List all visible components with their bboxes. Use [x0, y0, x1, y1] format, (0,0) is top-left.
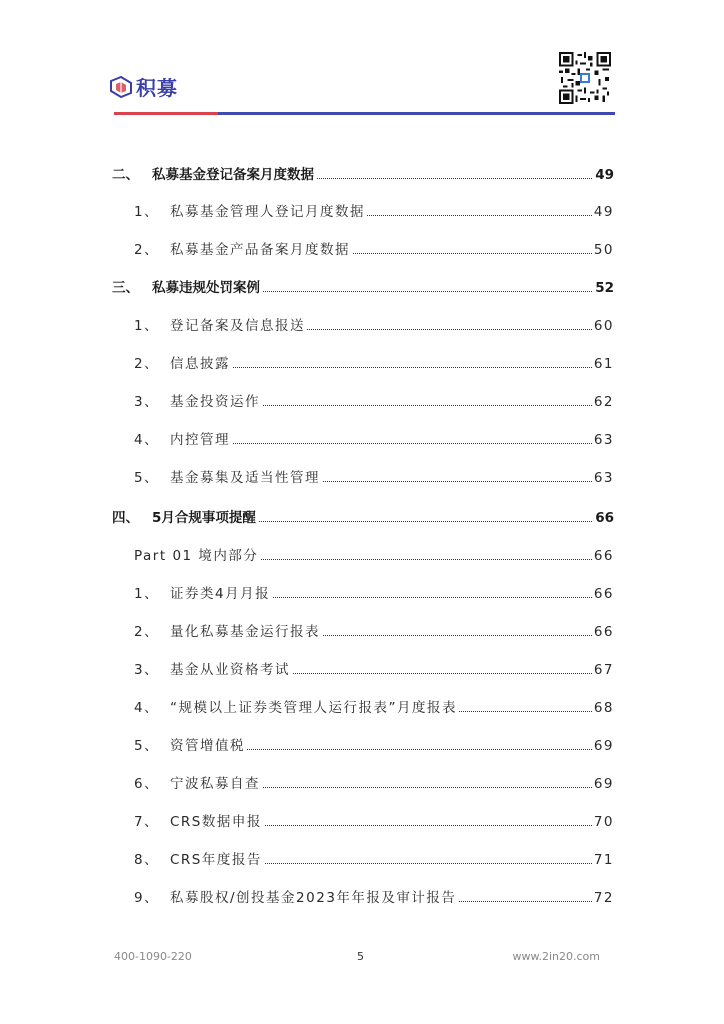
toc-entry-number: 1、 [134, 204, 160, 220]
header-rule-blue [218, 112, 615, 115]
toc-leader-dots [170, 443, 612, 444]
header-rule-red [114, 112, 218, 115]
toc-entry-page: 52 [595, 280, 614, 296]
toc-entry-title: 私募基金管理人登记月度数据 [170, 200, 367, 220]
toc-entry[interactable] [0, 390, 724, 414]
toc-entry[interactable] [0, 658, 724, 682]
toc-entry[interactable] [0, 200, 724, 224]
toc-entry-page: 68 [593, 700, 614, 716]
toc-entry-page: 66 [593, 548, 614, 564]
toc-entry-title: Part 01 境内部分 [134, 544, 260, 564]
toc-entry-number: 5、 [134, 470, 160, 486]
footer-phone: 400-1090-220 [114, 950, 192, 963]
toc-leader-dots [170, 367, 612, 368]
toc-entry-page: 67 [593, 662, 614, 678]
toc-entry[interactable] [0, 238, 724, 262]
toc-entry[interactable] [0, 620, 724, 644]
toc-entry-title: 私募股权/创投基金2023年年报及审计报告 [170, 886, 458, 906]
toc-entry-page: 63 [593, 470, 614, 486]
toc-entry[interactable] [0, 314, 724, 338]
toc-entry-number: 8、 [134, 852, 160, 868]
toc-entry-title: 宁波私募自查 [170, 772, 262, 792]
toc-entry-number: 7、 [134, 814, 160, 830]
toc-entry-number: 5、 [134, 738, 160, 754]
toc-entry-title: CRS年度报告 [170, 848, 264, 868]
toc-entry-page: 66 [595, 510, 614, 526]
toc-entry[interactable] [0, 848, 724, 872]
toc-entry-page: 70 [593, 814, 614, 830]
toc-entry-number: 四、 [112, 510, 139, 526]
toc-entry[interactable] [0, 696, 724, 720]
toc-entry-title: 5月合规事项提醒 [152, 506, 258, 526]
footer-page-number: 5 [357, 950, 364, 963]
toc-entry-number: 4、 [134, 432, 160, 448]
toc-entry-number: 6、 [134, 776, 160, 792]
footer-website: www.2in20.com [512, 950, 600, 963]
toc-entry-title: 内控管理 [170, 428, 232, 448]
toc-entry-title: “规模以上证券类管理人运行报表”月度报表 [170, 696, 459, 716]
toc-entry-number: 2、 [134, 356, 160, 372]
toc-entry-page: 50 [593, 242, 614, 258]
toc-entry-page: 71 [593, 852, 614, 868]
toc-entry-title: 登记备案及信息报送 [170, 314, 307, 334]
toc-entry[interactable] [0, 428, 724, 452]
toc-entry[interactable] [0, 352, 724, 376]
toc-entry-page: 69 [593, 738, 614, 754]
toc-entry[interactable] [0, 163, 724, 187]
toc-entry-number: 三、 [112, 280, 139, 296]
toc-entry-title: 基金募集及适当性管理 [170, 466, 322, 486]
toc-entry-number: 4、 [134, 700, 160, 716]
qr-code-icon [559, 52, 611, 104]
toc-entry-title: 证券类4月月报 [170, 582, 272, 602]
toc-entry-page: 72 [593, 890, 614, 906]
toc-entry[interactable] [0, 772, 724, 796]
toc-entry-title: 私募违规处罚案例 [152, 276, 262, 296]
toc-entry-title: 基金从业资格考试 [170, 658, 292, 678]
toc-entry-page: 60 [593, 318, 614, 334]
toc-entry[interactable] [0, 466, 724, 490]
toc-entry-title: 私募基金产品备案月度数据 [170, 238, 352, 258]
brand-logo [110, 72, 178, 101]
toc-entry-page: 69 [593, 776, 614, 792]
toc-entry-number: 3、 [134, 394, 160, 410]
toc-entry-title: 量化私募基金运行报表 [170, 620, 322, 640]
toc-entry-title: 信息披露 [170, 352, 232, 372]
toc-entry-number: 二、 [112, 167, 139, 183]
toc-entry-number: 2、 [134, 242, 160, 258]
brand-mark-icon [110, 76, 132, 98]
toc-entry[interactable] [0, 276, 724, 300]
brand-name: 积募 [136, 76, 178, 100]
toc-entry[interactable] [0, 506, 724, 530]
toc-entry-title: 基金投资运作 [170, 390, 262, 410]
toc-entry-page: 62 [593, 394, 614, 410]
toc-entry-number: 3、 [134, 662, 160, 678]
toc-entry-page: 61 [593, 356, 614, 372]
toc-entry[interactable] [0, 582, 724, 606]
toc-entry-page: 66 [593, 624, 614, 640]
toc-entry[interactable] [0, 886, 724, 910]
page-header [0, 0, 724, 120]
toc-entry-title: 私募基金登记备案月度数据 [152, 163, 316, 183]
toc-entry-number: 9、 [134, 890, 160, 906]
toc-entry-page: 63 [593, 432, 614, 448]
toc-entry[interactable] [0, 734, 724, 758]
toc-entry-number: 2、 [134, 624, 160, 640]
toc-entry-page: 66 [593, 586, 614, 602]
toc-entry-page: 49 [593, 204, 614, 220]
toc-entry[interactable] [0, 544, 724, 568]
toc-entry-number: 1、 [134, 318, 160, 334]
toc-entry-number: 1、 [134, 586, 160, 602]
toc-entry-title: CRS数据申报 [170, 810, 264, 830]
toc-entry-title: 资管增值税 [170, 734, 247, 754]
toc-entry-page: 49 [595, 167, 614, 183]
toc-entry[interactable] [0, 810, 724, 834]
